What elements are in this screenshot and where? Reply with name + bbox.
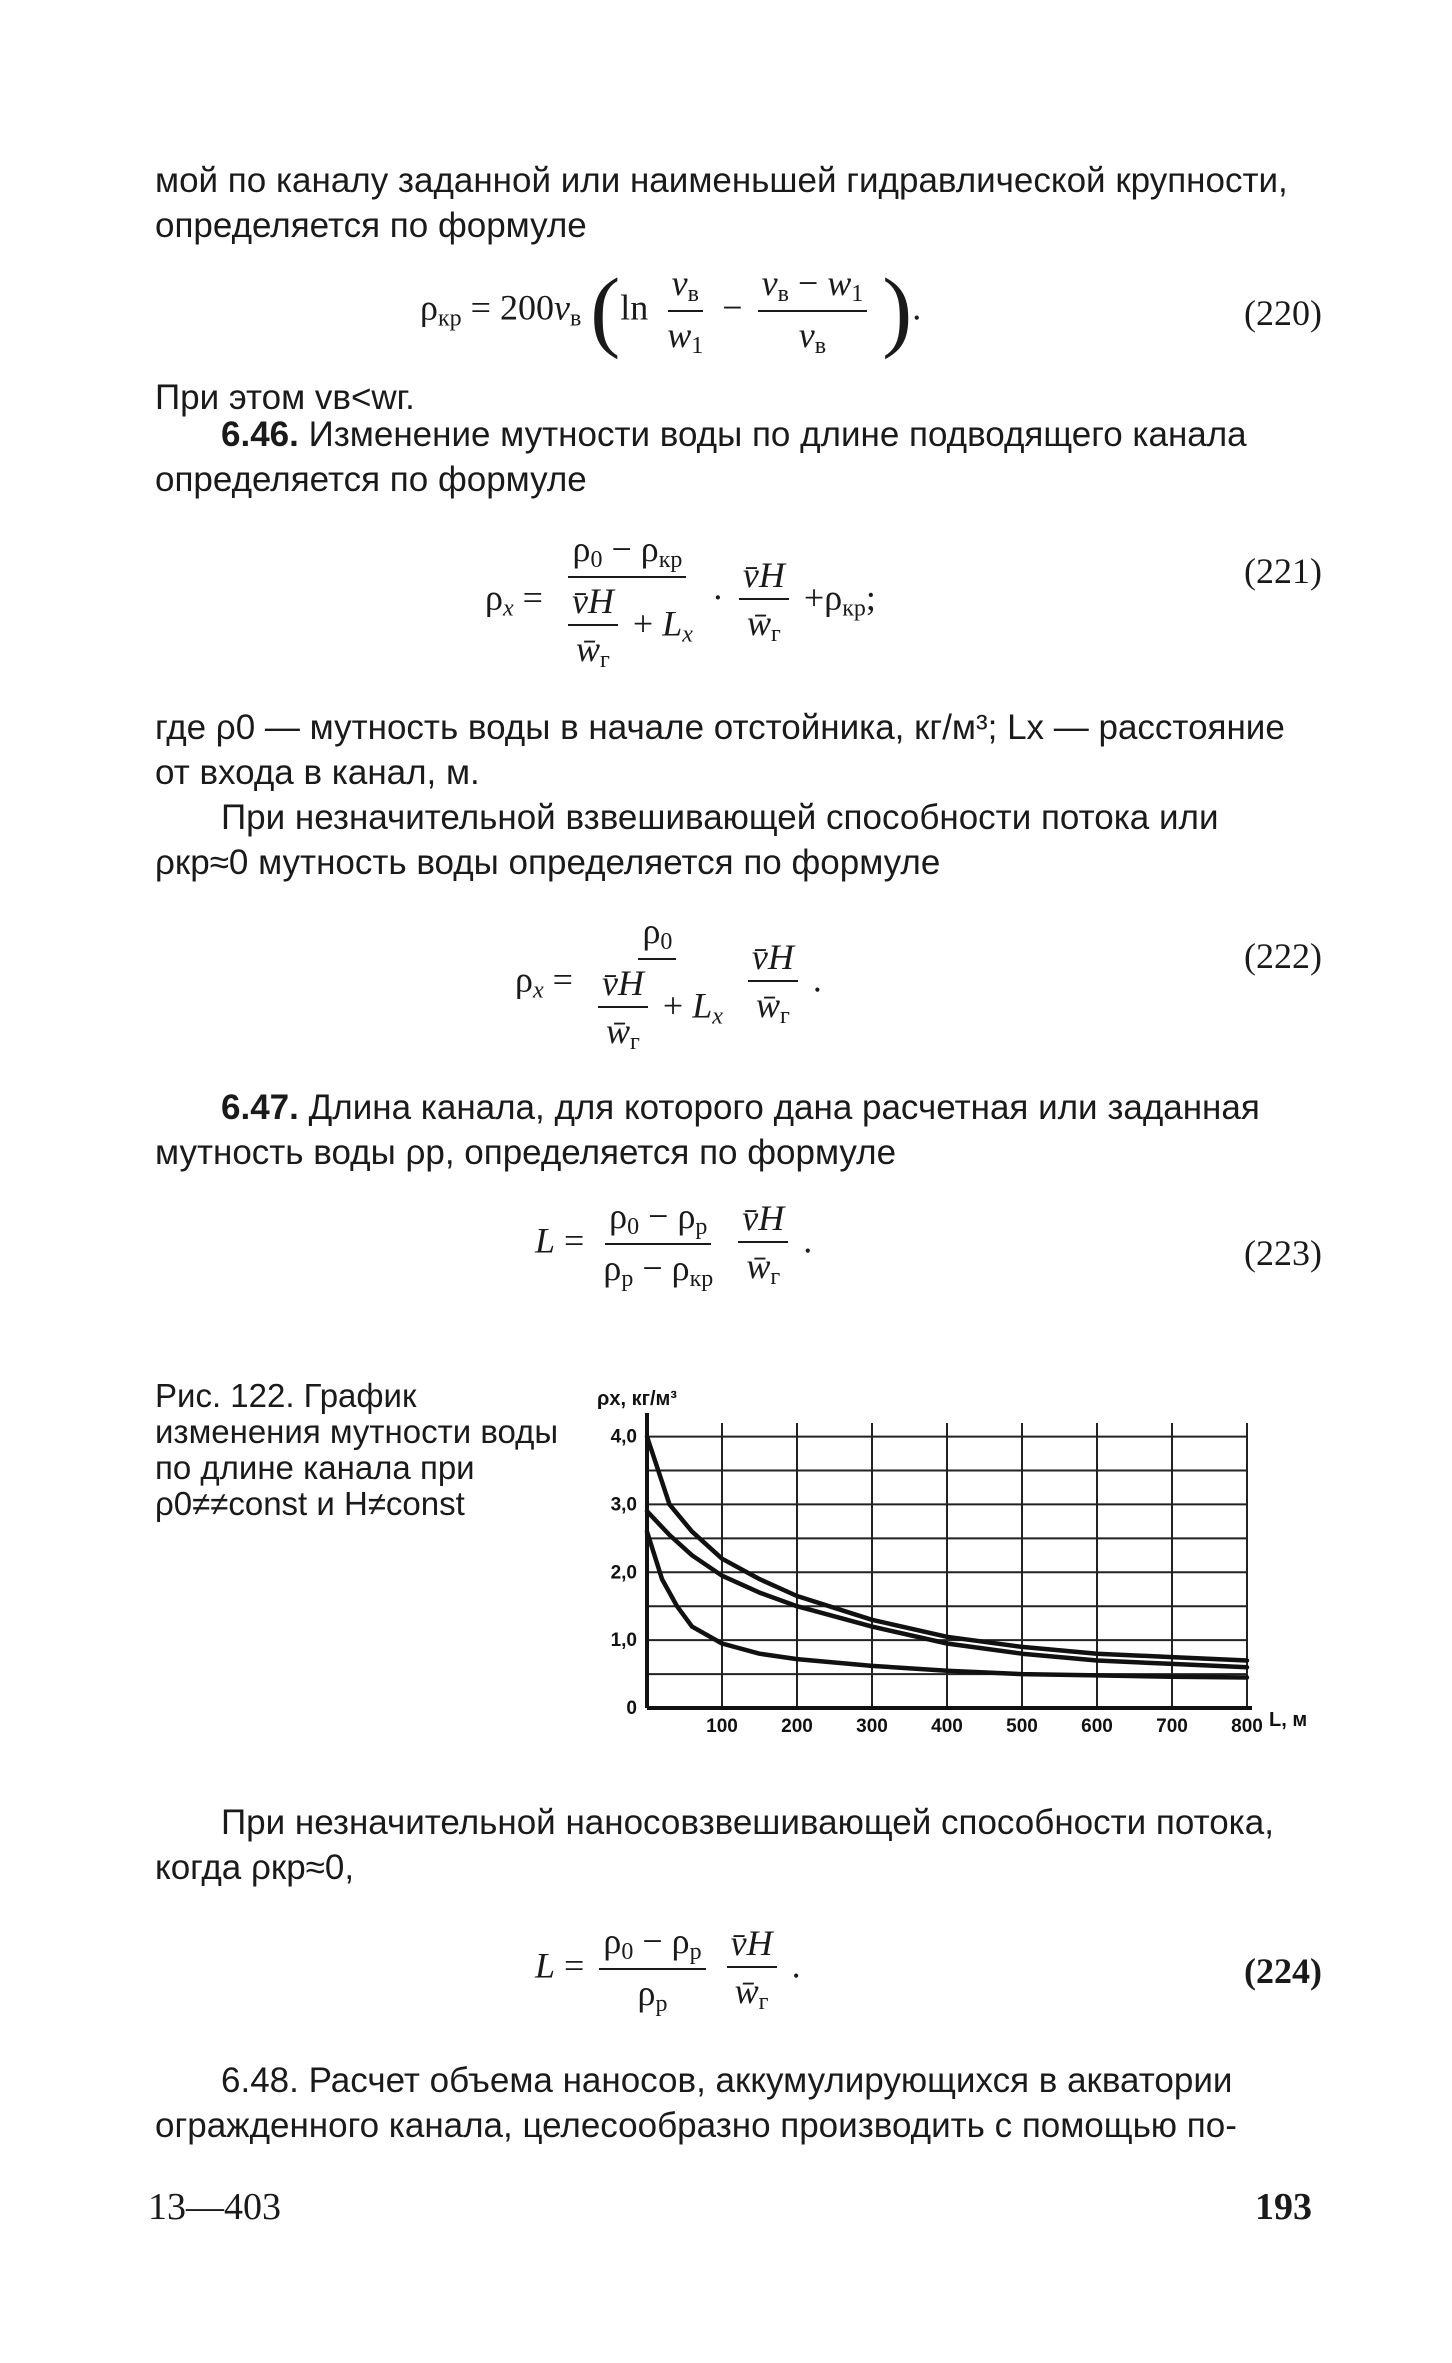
text-line: определяется по формуле	[155, 206, 587, 245]
x-tick-label: 700	[1156, 1716, 1188, 1737]
paragraph-6-46	[155, 412, 1320, 457]
x-tick-label: 100	[706, 1716, 738, 1737]
equation-220: $\rho_{кр} = 200v_в$ (ln $\frac{v_в}{w_1}$ − $\frac{v_в - w_1}{v_в}$ ).	[420, 261, 922, 360]
equation-number: (220)	[1244, 293, 1322, 333]
text-line: мой по каналу заданной или наименьшей гидравлической крупности,	[155, 161, 1288, 200]
section-number: 6.46.	[221, 415, 299, 454]
equation-224: L = $\frac{\rho_0 - \rho_р}{\rho_р}$ $\frac{v̄H}{w̄_г}$ .	[535, 1921, 801, 2017]
x-tick-label: 300	[856, 1716, 888, 1737]
equation-223: L = $\frac{\rho_0 - \rho_р}{\rho_р - \rho_{кр}}$ $\frac{v̄H}{w̄_г}$ .	[535, 1196, 813, 1292]
text-line: мутность воды ρр, определяется по формуле	[155, 1133, 897, 1172]
x-tick-label: 400	[931, 1716, 963, 1737]
equation-number: (223)	[1244, 1233, 1322, 1273]
text-line: где ρ0 — мутность воды в начале отстойника, кг/м³; Lx — расстояние	[155, 708, 1285, 747]
paragraph-where	[155, 705, 1320, 795]
figure-caption: Рис. 122. График изменения мутности воды по длине канала при ρ0≠≠const и H≠const	[155, 1377, 559, 1522]
section-number: 6.47.	[221, 1088, 299, 1127]
text-line: Изменение мутности воды по длине подводящего канала	[298, 415, 1247, 454]
footer-signature: 13—403	[148, 2186, 281, 2228]
y-tick-label: 1,0	[610, 1630, 637, 1652]
text-line: При незначительной наносовзвешивающей способности потока,	[221, 1803, 1274, 1842]
paragraph-low-capacity	[155, 795, 1320, 885]
section-number: 6.48.	[221, 2061, 299, 2100]
text-line: ρкр≈0 мутность воды определяется по формуле	[155, 843, 941, 882]
equation-number: (224)	[1244, 1951, 1322, 1991]
paragraph-6-47	[155, 1085, 1320, 1130]
y-tick-label: 4,0	[610, 1426, 637, 1448]
y-tick-label: 3,0	[610, 1494, 637, 1516]
x-tick-label: 500	[1006, 1716, 1038, 1737]
equation-number: (222)	[1244, 936, 1322, 976]
x-tick-label: 800	[1231, 1716, 1263, 1737]
text-line: огражденного канала, целесообразно производить с помощью по-	[155, 2106, 1237, 2145]
paragraph-low-sediment	[155, 1800, 1320, 1890]
x-tick-label: 200	[781, 1716, 813, 1737]
text-line: когда ρкр≈0,	[155, 1848, 355, 1887]
text-line: от входа в канал, м.	[155, 753, 480, 792]
x-tick-label: 600	[1081, 1716, 1113, 1737]
equation-221: $\rho_x$ = $\rho_0 - \rho_{кр}$ $\frac{v̄H}{w̄_г}$ + $L_x$ · $\frac{v̄H}{w̄_г}$ $+\rho_{кр}$;	[485, 529, 876, 673]
paragraph-6-48	[155, 2058, 1320, 2103]
text-line: Расчет объема наносов, аккумулирующихся в акватории	[298, 2061, 1233, 2100]
text-line: При незначительной взвешивающей способности потока или	[221, 798, 1219, 837]
paragraph-1	[155, 158, 1320, 248]
y-axis-label: ρx, кг/м³	[597, 1388, 677, 1410]
note-line: При этом vв<wг.	[155, 378, 415, 417]
page-number: 193	[1255, 2186, 1312, 2228]
text-line: определяется по формуле	[155, 460, 587, 499]
x-axis-label: L, м	[1269, 1709, 1308, 1731]
turbidity-chart	[575, 1375, 1335, 1745]
text-line: Длина канала, для которого дана расчетная или заданная	[298, 1088, 1260, 1127]
equation-222: $\rho_x$ = $\rho_0$ $\frac{v̄H}{w̄_г}$ + $L_x$ $\frac{v̄H}{w̄_г}$ .	[515, 911, 822, 1055]
y-tick-label: 2,0	[610, 1562, 637, 1584]
y-tick-label: 0	[626, 1698, 637, 1719]
equation-number: (221)	[1244, 551, 1322, 591]
